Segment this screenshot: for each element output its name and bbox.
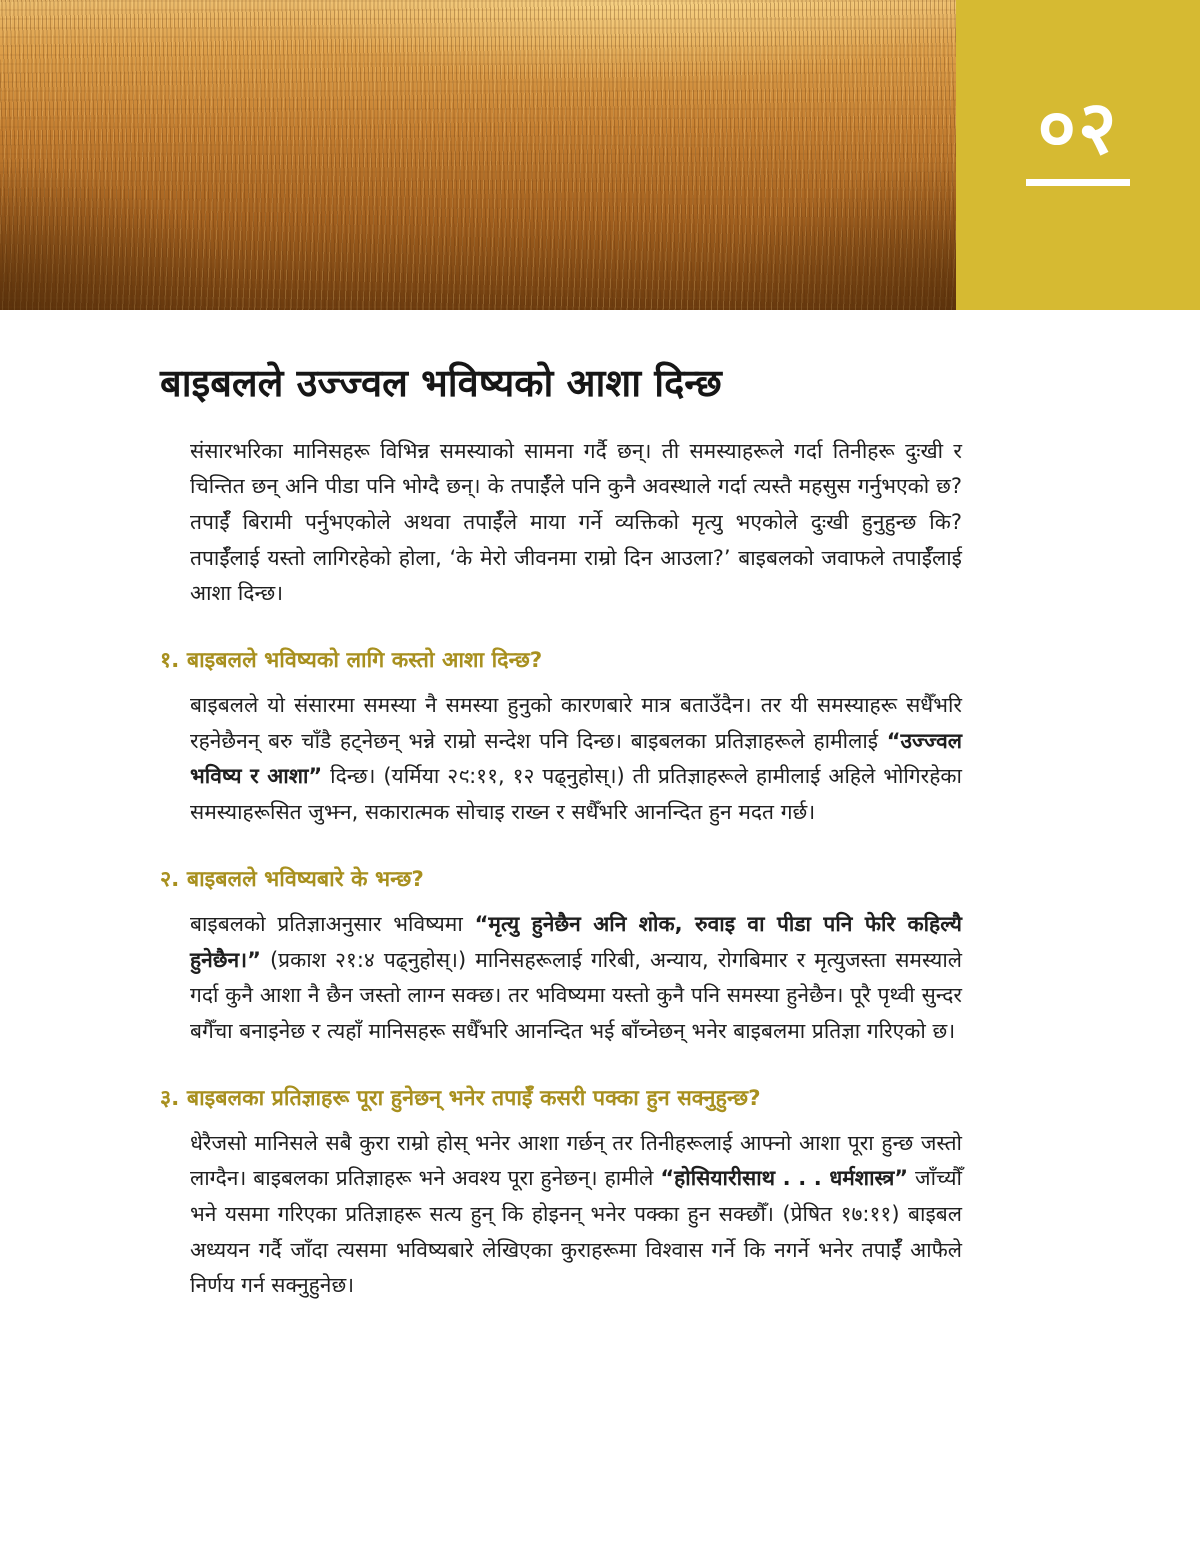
section-2 [160, 865, 962, 1050]
article-content [0, 310, 1200, 1304]
text-segment: बाइबलको प्रतिज्ञाअनुसार भविष्यमा [190, 911, 475, 936]
text-segment: धेरैजसो मानिसले सबै कुरा राम्रो होस् भनेर आशा गर्छन् तर तिनीहरूलाई आफ्नो आशा पूरा हुन्छ जस्तो लाग्दैन। बाइबलका प्रतिज्ञाहरू भने अवश्य पूरा हुनेछन्। हामीले [190, 1130, 962, 1191]
section-2-heading: २. बाइबलले भविष्यबारे के भन्छ? [160, 866, 424, 892]
bold-quote-segment: “उज्ज्वल भविष्य र आशा” [190, 728, 962, 789]
text-segment: दिन्छ। (यर्मिया २९:११, १२ पढ्नुहोस्।) ती प्रतिज्ञाहरूले हामीलाई अहिले भोगिरहेका समस्याहरूसित जुझ्न, सकारात्मक सोचाइ राख्न र सधैँभरि आनन्दित हुन मदत गर्छ। [190, 764, 962, 825]
photo-field-vignette [0, 0, 956, 310]
section-3-heading: ३. बाइबलका प्रतिज्ञाहरू पूरा हुनेछन् भनेर तपाईँ कसरी पक्का हुन सक्नुहुन्छ? [160, 1085, 761, 1111]
section-1 [160, 646, 962, 831]
section-2-paragraph [190, 907, 962, 1050]
section-3-paragraph [190, 1126, 962, 1304]
wheat-field-sunset-photo [0, 0, 956, 310]
text-segment: जाँच्यौँ भने यसमा गरिएका प्रतिज्ञाहरू सत्य हुन् कि होइनन् भनेर पक्का हुन सक्छौँ। (प्रेषित १७:११) बाइबल अध्ययन गर्दै जाँदा त्यसमा भविष्यबारे लेखिएका कुराहरूमा विश्वास गर्ने कि नगर्ने भनेर तपाईँ आफैले निर्णय गर्न सक्नुहुनेछ। [190, 1166, 962, 1298]
lesson-number-badge [956, 0, 1200, 310]
hero-header [0, 0, 1200, 310]
section-3 [160, 1084, 962, 1305]
article-title: बाइबलले उज्ज्वल भविष्यको आशा दिन्छ [160, 361, 722, 405]
badge-underline-rule [1026, 179, 1130, 186]
text-segment: बाइबलले यो संसारमा समस्या नै समस्या हुनुको कारणबारे मात्र बताउँदैन। तर यी समस्याहरू सधैँभरि रहनेछैनन् बरु चाँडै हट्नेछन् भन्ने राम्रो सन्देश पनि दिन्छ। बाइबलका प्रतिज्ञाहरूले हामीलाई [190, 693, 962, 753]
lesson-number: ०२ [1037, 85, 1119, 171]
section-1-paragraph [190, 688, 962, 831]
bold-quote-segment: “मृत्यु हुनेछैन अनि शोक, रुवाइ वा पीडा पनि फेरि कहिल्यै हुनेछैन।” [190, 911, 962, 972]
section-1-heading: १. बाइबलले भविष्यको लागि कस्तो आशा दिन्छ? [160, 647, 543, 673]
bold-quote-segment: “होसियारीसाथ . . . धर्मशास्त्र” [660, 1166, 909, 1191]
intro-paragraph: संसारभरिका मानिसहरू विभिन्न समस्याको सामना गर्दै छन्। ती समस्याहरूले गर्दा तिनीहरू दुःखी र चिन्तित छन् अनि पीडा पनि भोग्दै छन्। के तपाईँले पनि कुनै अवस्थाले गर्दा त्यस्तै महसुस गर्नुभएको छ? तपाईँ बिरामी पर्नुभएकोले अथवा तपाईँले माया गर्ने व्यक्तिको मृत्यु भएकोले दुःखी हुनुहुन्छ कि? तपाईँलाई यस्तो लागिरहेको होला, ‘के मेरो जीवनमा राम्रो दिन आउला?’ बाइबलको जवाफले तपाईँलाई आशा दिन्छ। [190, 438, 962, 606]
text-segment: (प्रकाश २१:४ पढ्नुहोस्।) मानिसहरूलाई गरिबी, अन्याय, रोगबिमार र मृत्युजस्ता समस्याले गर्दा कुनै आशा नै छैन जस्तो लाग्न सक्छ। तर भविष्यमा यस्तो कुनै पनि समस्या हुनेछैन। पूरै पृथ्वी सुन्दर बगैँचा बनाइनेछ र त्यहाँ मानिसहरू सधैँभरि आनन्दित भई बाँच्नेछन् भनेर बाइबलमा प्रतिज्ञा गरिएको छ। [190, 947, 962, 1043]
